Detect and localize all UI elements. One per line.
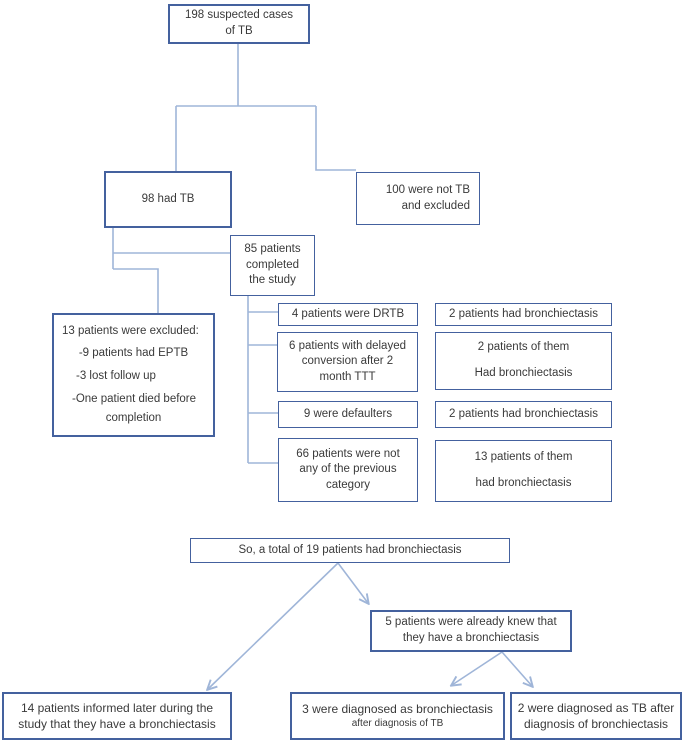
box-already-knew: [370, 610, 572, 652]
box-other-category-line: any of the previous: [299, 463, 397, 476]
box-drtb-line: 4 patients were DRTB: [291, 307, 405, 320]
box-bronchiectasis-of-other-line: 13 patients of them: [474, 451, 573, 464]
box-completed-study-line: completed: [245, 258, 300, 271]
box-patients-excluded-line: completion: [105, 411, 162, 424]
arrow-knew-to-diag-bronch: [452, 652, 502, 685]
box-diagnosed-tb-after-bronchiectasis-line: diagnosis of bronchiectasis: [523, 717, 669, 731]
box-total-bronchiectasis-line: So, a total of 19 patients had bronchiectasis: [238, 543, 462, 556]
box-delayed-conversion: [277, 332, 418, 392]
arrow-knew-to-diag-tb: [502, 652, 532, 686]
box-other-category-line: 66 patients were not: [296, 447, 400, 460]
box-completed-study: [230, 235, 315, 296]
box-patients-excluded: [52, 313, 215, 437]
box-delayed-conversion-line: 6 patients with delayed: [289, 339, 406, 352]
connector-to-excluded: [113, 269, 158, 313]
box-bronchiectasis-of-defaulters-line: 2 patients had bronchiectasis: [449, 407, 598, 420]
box-diagnosed-tb-after-bronchiectasis: [510, 692, 682, 740]
box-delayed-conversion-line: month TTT: [319, 370, 376, 383]
box-had-tb: [104, 171, 232, 228]
box-already-knew-line: they have a bronchiectasis: [402, 632, 540, 644]
box-informed-later-line: study that they have a bronchiectasis: [18, 717, 216, 731]
arrow-total-to-informed: [208, 563, 338, 689]
box-informed-later-line: 14 patients informed later during the: [20, 700, 214, 715]
box-other-category-line: category: [325, 478, 371, 491]
box-bronchiectasis-of-defaulters: [435, 401, 612, 428]
box-bronchiectasis-of-drtb: [435, 303, 612, 326]
box-bronchiectasis-of-delayed-line: Had bronchiectasis: [474, 367, 573, 379]
box-bronchiectasis-of-delayed-line: 2 patients of them: [477, 341, 570, 354]
box-patients-excluded-line: -3 lost follow up: [76, 370, 156, 382]
arrow-total-to-knew: [338, 563, 368, 603]
box-suspected-cases-line: 198 suspected cases: [184, 9, 294, 22]
box-not-tb-excluded: [356, 172, 480, 225]
box-patients-excluded-line: 13 patients were excluded:: [62, 324, 199, 337]
box-informed-later: [2, 692, 232, 740]
box-defaulters: [278, 401, 418, 428]
box-delayed-conversion-line: conversion after 2: [301, 355, 394, 368]
connector-to-not-tb: [316, 106, 356, 170]
box-suspected-cases: [168, 4, 310, 44]
box-bronchiectasis-of-delayed: [435, 332, 612, 390]
box-diagnosed-bronchiectasis-after-tb-line: 3 were diagnosed as bronchiectasis: [302, 702, 493, 717]
box-other-category: [278, 438, 418, 502]
box-already-knew-line: 5 patients were already knew that: [385, 616, 557, 629]
box-bronchiectasis-of-drtb-line: 2 patients had bronchiectasis: [449, 307, 598, 320]
box-diagnosed-tb-after-bronchiectasis-line: 2 were diagnosed as TB after: [517, 700, 675, 715]
box-completed-study-line: 85 patients: [244, 243, 301, 256]
box-suspected-cases-line: of TB: [225, 25, 253, 37]
box-total-bronchiectasis: [190, 538, 510, 563]
box-bronchiectasis-of-other: [435, 440, 612, 502]
box-diagnosed-bronchiectasis-after-tb-line: after diagnosis of TB: [351, 718, 444, 730]
box-bronchiectasis-of-other-line: had bronchiectasis: [475, 477, 572, 489]
box-not-tb-excluded-line: and excluded: [401, 199, 470, 212]
box-defaulters-line: 9 were defaulters: [303, 407, 393, 420]
box-diagnosed-bronchiectasis-after-tb: [290, 692, 505, 740]
box-completed-study-line: the study: [249, 274, 296, 287]
box-not-tb-excluded-line: 100 were not TB: [385, 183, 470, 196]
box-had-tb-line: 98 had TB: [141, 192, 195, 205]
box-patients-excluded-line: -9 patients had EPTB: [78, 347, 189, 360]
box-patients-excluded-line: -One patient died before: [72, 392, 197, 405]
box-drtb: [278, 303, 418, 326]
